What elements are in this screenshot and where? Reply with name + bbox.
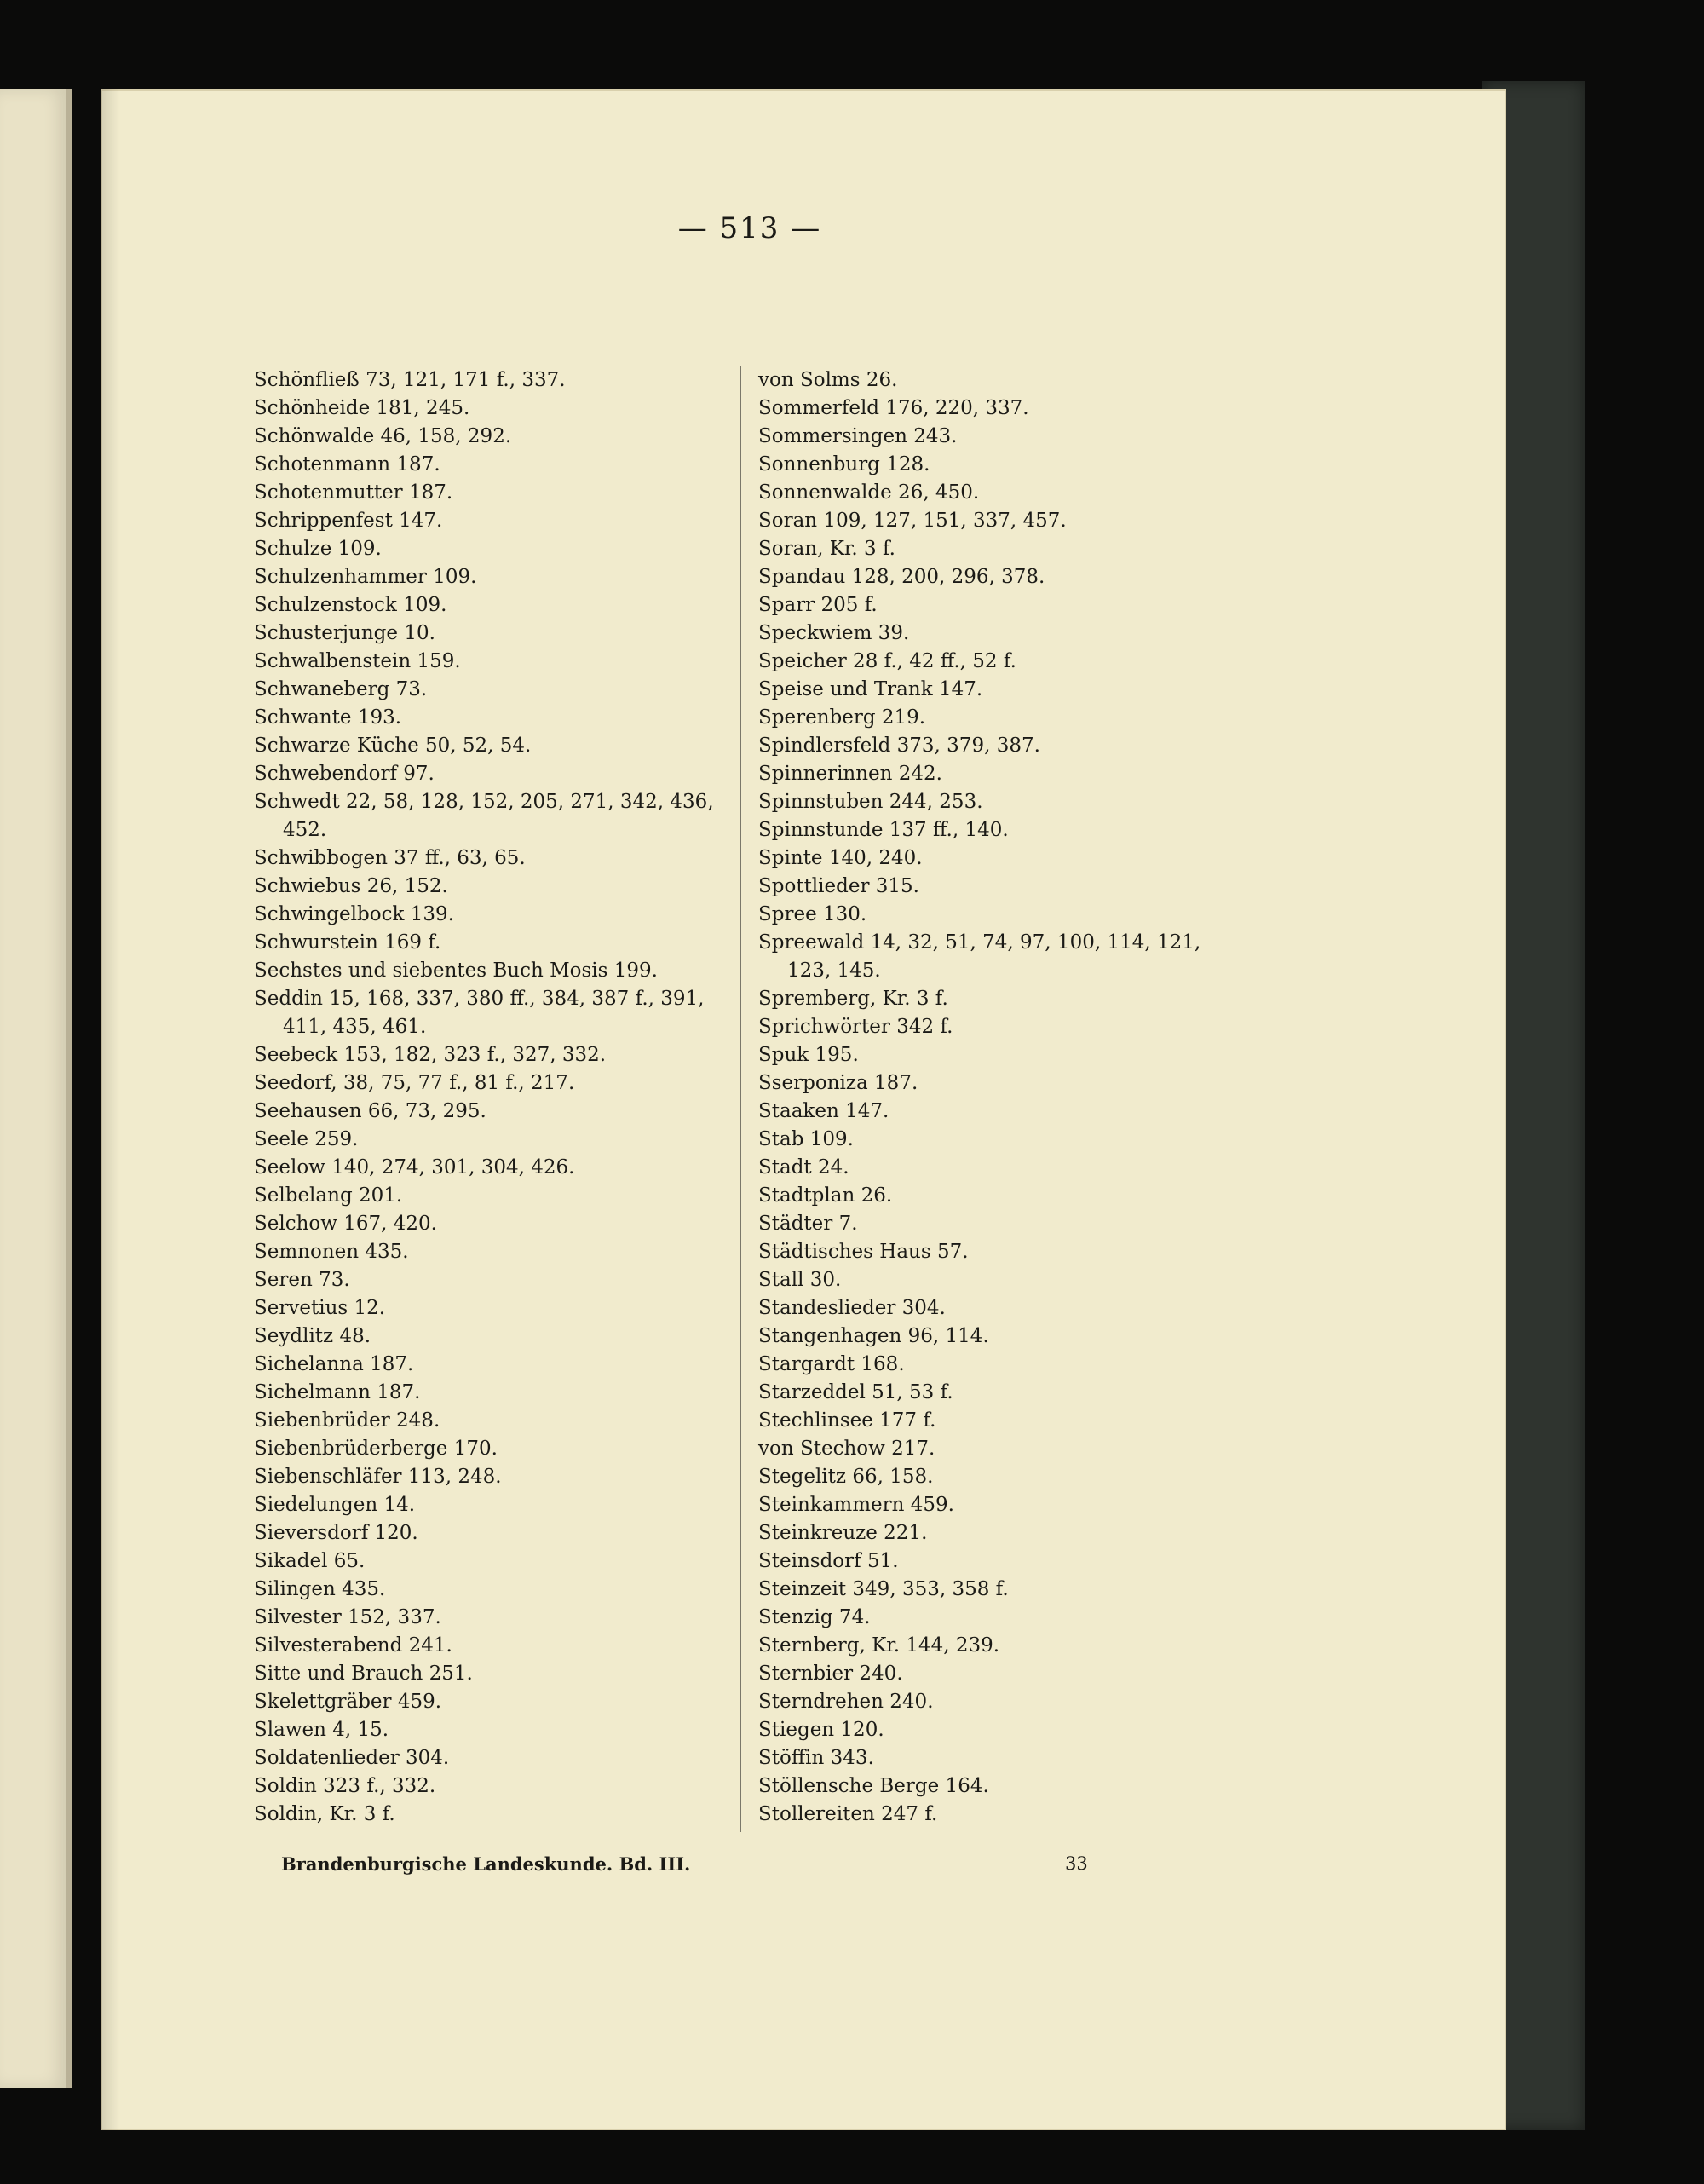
index-entry-text: Sikadel 65.: [254, 1550, 366, 1572]
left-page-edge: [0, 89, 72, 2088]
index-entry-text: Skelettgräber 459.: [254, 1691, 442, 1713]
index-entry-text: Schulzenhammer 109.: [254, 566, 477, 588]
index-entry: [254, 1154, 731, 1182]
index-entry-text: Speise und Trank 147.: [758, 678, 983, 700]
index-entry: [254, 507, 731, 535]
index-entry-text: Steinzeit 349, 353, 358 f.: [758, 1578, 1009, 1600]
index-entry-text: Seedorf, 38, 75, 77 f., 81 f., 217.: [254, 1072, 575, 1094]
index-entry: [758, 788, 1235, 816]
index-entry-text: Silvester 152, 337.: [254, 1606, 441, 1628]
index-entry-text: Sonnenburg 128.: [758, 453, 930, 475]
index-entry-continuation: 411, 435, 461.: [283, 1016, 427, 1038]
index-entry: [254, 395, 731, 423]
index-entry: [758, 507, 1235, 535]
index-entry: [254, 1210, 731, 1238]
index-entry: [758, 648, 1235, 676]
index-entry: [254, 1463, 731, 1491]
index-entry-text: Schönfließ 73, 121, 171 f., 337.: [254, 369, 566, 391]
index-entry-text: Schwingelbock 139.: [254, 903, 454, 925]
index-entry: [254, 366, 731, 395]
index-entry-continuation: 452.: [283, 819, 327, 841]
index-entry-text: Stiegen 120.: [758, 1719, 884, 1741]
index-entry-text: Spinnstuben 244, 253.: [758, 791, 983, 813]
index-entry: [758, 1688, 1235, 1716]
index-entry: [254, 1351, 731, 1379]
page-number: — 513 —: [677, 211, 822, 245]
index-entry: [758, 1491, 1235, 1519]
index-entry: [254, 957, 731, 985]
index-entry-text: Soldatenlieder 304.: [254, 1747, 450, 1769]
index-entry: [758, 1801, 1235, 1829]
index-entry: [758, 1407, 1235, 1435]
index-entry: [254, 535, 731, 563]
index-entry-text: Spinte 140, 240.: [758, 847, 923, 869]
page-shadow: [101, 89, 119, 2130]
index-entry: [758, 535, 1235, 563]
index-entry: [254, 1041, 731, 1069]
index-entry-text: Sitte und Brauch 251.: [254, 1662, 473, 1685]
index-entry: [254, 1238, 731, 1266]
index-entry-text: Sprichwörter 342 f.: [758, 1016, 953, 1038]
index-entry-text: Sieversdorf 120.: [254, 1522, 418, 1544]
index-entry-text: Städter 7.: [758, 1213, 858, 1235]
index-entry: [254, 1576, 731, 1604]
index-entry-text: Silingen 435.: [254, 1578, 386, 1600]
index-entry: [758, 451, 1235, 479]
index-entry-text: Stargardt 168.: [758, 1353, 905, 1375]
index-entry: [758, 479, 1235, 507]
index-entry: [254, 1716, 731, 1744]
index-entry-text: Spottlieder 315.: [758, 875, 919, 897]
index-entry-text: Sichelanna 187.: [254, 1353, 414, 1375]
index-entry: [254, 1744, 731, 1772]
index-entry: [254, 1294, 731, 1323]
index-entry-text: von Solms 26.: [758, 369, 898, 391]
index-entry-text: Sternbier 240.: [758, 1662, 903, 1685]
index-entry-text: Spandau 128, 200, 296, 378.: [758, 566, 1045, 588]
index-entry-text: Seydlitz 48.: [254, 1325, 371, 1347]
index-entry-text: Schönheide 181, 245.: [254, 397, 470, 419]
index-entry-text: Soldin, Kr. 3 f.: [254, 1803, 395, 1825]
index-entry: [758, 1266, 1235, 1294]
index-entry-text: Schwebendorf 97.: [254, 763, 435, 785]
index-entry: [758, 1126, 1235, 1154]
index-entry-text: Stöffin 343.: [758, 1747, 874, 1769]
index-entry-text: Starzeddel 51, 53 f.: [758, 1381, 953, 1403]
index-entry: [758, 366, 1235, 395]
index-entry: [758, 563, 1235, 591]
index-entry-text: Spinnerinnen 242.: [758, 763, 942, 785]
index-entry-text: Spreewald 14, 32, 51, 74, 97, 100, 114, 121,: [758, 931, 1201, 954]
index-entry-text: Schwante 193.: [254, 706, 402, 729]
index-entry: [254, 676, 731, 704]
index-entry: [758, 901, 1235, 929]
index-entry: [254, 1323, 731, 1351]
index-entry: [254, 648, 731, 676]
index-entry-text: Semnonen 435.: [254, 1241, 409, 1263]
index-entry-text: Stadt 24.: [758, 1156, 849, 1178]
index-entry-text: Siebenbrüder 248.: [254, 1409, 440, 1432]
index-entry: [758, 929, 1235, 985]
index-entry-text: Seren 73.: [254, 1269, 350, 1291]
index-entry-text: Stenzig 74.: [758, 1606, 871, 1628]
index-entry: [254, 1098, 731, 1126]
index-entry: [758, 1041, 1235, 1069]
index-entry-text: Stab 109.: [758, 1128, 854, 1150]
index-entry: [758, 1435, 1235, 1463]
index-entry-text: Schwarze Küche 50, 52, 54.: [254, 735, 532, 757]
index-entry: [758, 1604, 1235, 1632]
index-entry: [254, 1069, 731, 1098]
index-entry-text: Schulzenstock 109.: [254, 594, 447, 616]
index-entry-text: Steinkammern 459.: [758, 1494, 954, 1516]
index-entry-text: Spindlersfeld 373, 379, 387.: [758, 735, 1040, 757]
index-entry: [758, 395, 1235, 423]
index-entry: [254, 591, 731, 619]
index-entry-text: Schulze 109.: [254, 538, 382, 560]
index-entry-text: Sichelmann 187.: [254, 1381, 421, 1403]
index-entry: [758, 732, 1235, 760]
index-entry-text: Sommerfeld 176, 220, 337.: [758, 397, 1029, 419]
index-entry: [758, 1351, 1235, 1379]
index-entry: [758, 1098, 1235, 1126]
index-entry-text: Seebeck 153, 182, 323 f., 327, 332.: [254, 1044, 607, 1066]
index-entry-text: Stangenhagen 96, 114.: [758, 1325, 989, 1347]
index-entry-text: Selbelang 201.: [254, 1184, 403, 1207]
index-entry-text: Siebenschläfer 113, 248.: [254, 1466, 502, 1488]
index-entry: [254, 732, 731, 760]
index-entry-text: Schwaneberg 73.: [254, 678, 428, 700]
index-entry-text: Soran, Kr. 3 f.: [758, 538, 895, 560]
index-entry-text: Städtisches Haus 57.: [758, 1241, 969, 1263]
index-entry: [254, 423, 731, 451]
index-entry-text: Spuk 195.: [758, 1044, 859, 1066]
index-entry: [758, 1294, 1235, 1323]
column-divider: [740, 366, 741, 1832]
index-entry-text: Siedelungen 14.: [254, 1494, 416, 1516]
index-entry-text: Schwurstein 169 f.: [254, 931, 441, 954]
index-entry: [254, 1435, 731, 1463]
index-entry-text: Siebenbrüderberge 170.: [254, 1438, 498, 1460]
index-entry: [254, 619, 731, 648]
index-entry: [758, 1576, 1235, 1604]
index-entry: [758, 1547, 1235, 1576]
index-entry: [758, 1632, 1235, 1660]
index-entry: [758, 816, 1235, 844]
index-entry: [758, 1660, 1235, 1688]
index-entry: [254, 563, 731, 591]
index-entry-text: Seelow 140, 274, 301, 304, 426.: [254, 1156, 575, 1178]
index-entry-text: Sternberg, Kr. 144, 239.: [758, 1634, 1000, 1657]
index-column-left: [254, 366, 731, 1829]
index-entry: [254, 788, 731, 844]
index-entry: [254, 1632, 731, 1660]
index-entry: [758, 423, 1235, 451]
index-entry: [758, 844, 1235, 873]
index-entry-text: Schotenmann 187.: [254, 453, 440, 475]
index-entry: [254, 1379, 731, 1407]
index-entry-text: Sechstes und siebentes Buch Mosis 199.: [254, 959, 658, 982]
index-entry-text: Sterndrehen 240.: [758, 1691, 934, 1713]
index-entry: [758, 1716, 1235, 1744]
index-entry-text: Sserponiza 187.: [758, 1072, 918, 1094]
index-entry-text: Stöllensche Berge 164.: [758, 1775, 989, 1797]
index-entry: [254, 1604, 731, 1632]
index-entry: [758, 1744, 1235, 1772]
footer-signature: 33: [1065, 1853, 1088, 1874]
index-entry: [254, 1407, 731, 1435]
index-entry: [758, 1772, 1235, 1801]
index-entry-text: Slawen 4, 15.: [254, 1719, 389, 1741]
index-entry: [254, 1547, 731, 1576]
index-entry-text: Seddin 15, 168, 337, 380 ff., 384, 387 f., 391,: [254, 988, 705, 1010]
index-entry: [758, 760, 1235, 788]
index-entry: [758, 1013, 1235, 1041]
index-entry-text: Standeslieder 304.: [758, 1297, 946, 1319]
index-entry: [758, 619, 1235, 648]
index-entry: [254, 1182, 731, 1210]
index-entry-text: Schwalbenstein 159.: [254, 650, 461, 672]
index-entry: [254, 985, 731, 1041]
index-entry: [758, 591, 1235, 619]
index-entry: [758, 1182, 1235, 1210]
index-entry: [254, 1519, 731, 1547]
index-entry: [758, 1238, 1235, 1266]
index-entry-text: Sommersingen 243.: [758, 425, 958, 447]
index-entry-text: Steinkreuze 221.: [758, 1522, 928, 1544]
index-entry: [758, 873, 1235, 901]
index-entry: [758, 676, 1235, 704]
index-entry: [254, 844, 731, 873]
index-entry-text: Schwedt 22, 58, 128, 152, 205, 271, 342, 436,: [254, 791, 714, 813]
index-entry: [254, 1126, 731, 1154]
index-entry: [254, 451, 731, 479]
index-entry-text: Schrippenfest 147.: [254, 510, 443, 532]
index-entry: [254, 760, 731, 788]
index-entry-text: Speckwiem 39.: [758, 622, 910, 644]
index-entry: [758, 704, 1235, 732]
index-entry-text: Seehausen 66, 73, 295.: [254, 1100, 486, 1122]
index-entry-text: Selchow 167, 420.: [254, 1213, 437, 1235]
index-entry-text: Stall 30.: [758, 1269, 842, 1291]
index-entry: [254, 929, 731, 957]
index-entry-text: Seele 259.: [254, 1128, 359, 1150]
index-entry: [254, 1491, 731, 1519]
index-entry-text: Schwiebus 26, 152.: [254, 875, 448, 897]
index-entry-text: Staaken 147.: [758, 1100, 889, 1122]
index-entry-continuation: 123, 145.: [787, 959, 881, 982]
index-entry: [254, 1772, 731, 1801]
index-entry: [254, 1660, 731, 1688]
index-entry: [758, 1463, 1235, 1491]
index-entry: [758, 1379, 1235, 1407]
index-column-right: [758, 366, 1235, 1829]
index-entry: [758, 1069, 1235, 1098]
index-entry: [254, 704, 731, 732]
index-entry-text: Sperenberg 219.: [758, 706, 926, 729]
index-entry: [254, 1266, 731, 1294]
index-entry-text: Spinnstunde 137 ff., 140.: [758, 819, 1009, 841]
index-entry: [254, 1801, 731, 1829]
index-entry-text: Speicher 28 f., 42 ff., 52 f.: [758, 650, 1016, 672]
index-entry: [254, 1688, 731, 1716]
index-entry-text: von Stechow 217.: [758, 1438, 935, 1460]
footer-title: Brandenburgische Landeskunde. Bd. III.: [281, 1853, 691, 1875]
index-entry-text: Stollereiten 247 f.: [758, 1803, 938, 1825]
index-entry-text: Steinsdorf 51.: [758, 1550, 899, 1572]
index-entry-text: Silvesterabend 241.: [254, 1634, 452, 1657]
index-entry-text: Stegelitz 66, 158.: [758, 1466, 934, 1488]
index-entry-text: Schönwalde 46, 158, 292.: [254, 425, 512, 447]
index-entry-text: Soran 109, 127, 151, 337, 457.: [758, 510, 1067, 532]
index-entry-text: Schotenmutter 187.: [254, 481, 453, 504]
index-entry-text: Sparr 205 f.: [758, 594, 878, 616]
index-entry: [758, 1154, 1235, 1182]
index-entry-text: Spree 130.: [758, 903, 867, 925]
index-entry: [254, 901, 731, 929]
index-entry-text: Sonnenwalde 26, 450.: [758, 481, 980, 504]
index-entry-text: Spremberg, Kr. 3 f.: [758, 988, 948, 1010]
index-entry: [254, 873, 731, 901]
index-entry-text: Soldin 323 f., 332.: [254, 1775, 436, 1797]
index-entry: [254, 479, 731, 507]
index-entry-text: Schwibbogen 37 ff., 63, 65.: [254, 847, 526, 869]
index-entry-text: Stadtplan 26.: [758, 1184, 893, 1207]
index-entry: [758, 1210, 1235, 1238]
index-entry-text: Stechlinsee 177 f.: [758, 1409, 936, 1432]
index-entry: [758, 985, 1235, 1013]
index-entry-text: Schusterjunge 10.: [254, 622, 435, 644]
index-entry: [758, 1519, 1235, 1547]
index-entry: [758, 1323, 1235, 1351]
index-entry-text: Servetius 12.: [254, 1297, 386, 1319]
